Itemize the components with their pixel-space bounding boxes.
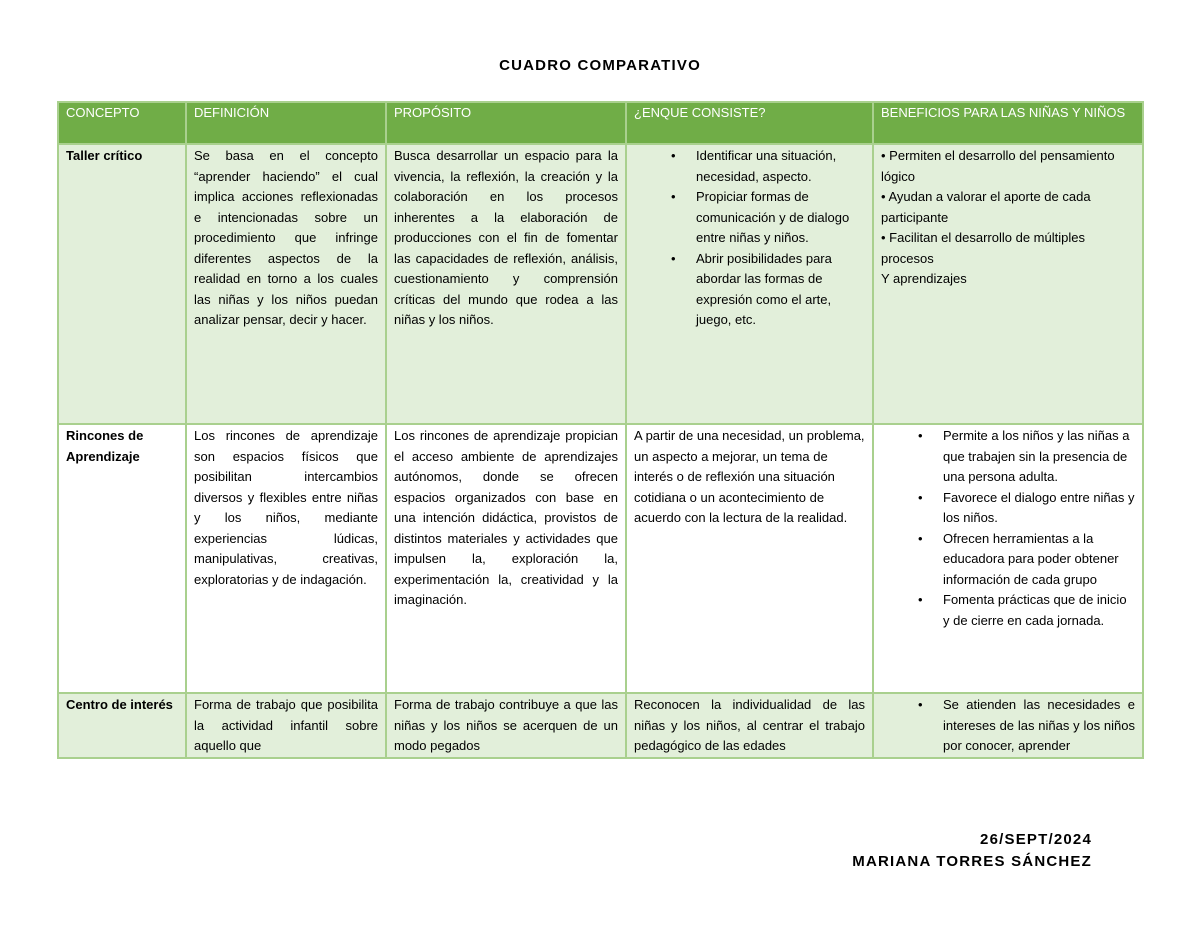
list-item: • Fomenta prácticas que de inicio y de cierre en cada jornada. (943, 590, 1135, 631)
benefits-list (881, 146, 1135, 290)
document-date: 26/SEPT/2024 (980, 831, 1092, 848)
concept-cell: Centro de interés (58, 693, 186, 758)
list-item: • Identificar una situación, necesidad, aspecto. (696, 146, 865, 187)
header-en-que-consiste: ¿ENQUE CONSISTE? (626, 102, 873, 144)
document-title: CUADRO COMPARATIVO (499, 57, 701, 74)
benefits-list (881, 695, 1135, 757)
header-row (58, 102, 1143, 144)
list-item: • Facilitan el desarrollo de múltiples procesos (881, 230, 1085, 266)
list-item: • Favorece el dialogo entre niñas y los niños. (943, 488, 1135, 529)
list-item: • Propiciar formas de comunicación y de dialogo entre niñas y niños. (696, 187, 865, 249)
header-proposito: PROPÓSITO (386, 102, 626, 144)
list-item: • Se atienden las necesidades e intereses de las niñas y los niños por conocer, aprender (943, 695, 1135, 757)
definition-cell: Los rincones de aprendizaje son espacios físicos que posibilitan intercambios diversos y flexibles entre niñas y los niños, mediante experiencias lúdicas, manipulativas, creativas, exploratorias y de indagación. (186, 424, 386, 693)
definition-cell: Forma de trabajo que posibilita la actividad infantil sobre aquello que (186, 693, 386, 758)
list-item: • Abrir posibilidades para abordar las formas de expresión como el arte, juego, etc. (696, 249, 865, 331)
list-item: • Ayudan a valorar el aporte de cada participante (881, 189, 1091, 225)
signature-block (852, 829, 1092, 873)
consists-cell: Reconocen la individualidad de las niñas y los niños, al centrar el trabajo pedagógico de las edades (626, 693, 873, 758)
definition-cell: Se basa en el concepto “aprender haciendo” el cual implica acciones reflexionadas e intencionadas sobre un procedimiento que infringe diferentes aspectos de la realidad en torno a los cuales las niñas y los niños puedan analizar pensar, decir y hacer. (186, 144, 386, 424)
list-item: Y aprendizajes (881, 271, 967, 286)
benefits-cell (873, 693, 1143, 758)
purpose-cell: Los rincones de aprendizaje propician el acceso ambiente de aprendizajes autónomos, donde se ofrecen espacios organizados con base en una intención didáctica, provistos de distintos materiales y actividades que impulsen la, exploración la, experimentación la, creatividad y la imaginación. (386, 424, 626, 693)
header-definicion: DEFINICIÓN (186, 102, 386, 144)
purpose-cell: Forma de trabajo contribuye a que las niñas y los niños se acerquen de un modo pegados (386, 693, 626, 758)
benefits-cell (873, 424, 1143, 693)
list-item: • Permiten el desarrollo del pensamiento lógico (881, 148, 1115, 184)
list-item: • Permite a los niños y las niñas a que trabajen sin la presencia de una persona adulta. (943, 426, 1135, 488)
list-item: • Ofrecen herramientas a la educadora para poder obtener información de cada grupo (943, 529, 1135, 591)
table-row-rincones (58, 424, 1143, 693)
concept-cell: Rincones de Aprendizaje (58, 424, 186, 693)
table-row-taller-critico (58, 144, 1143, 424)
consists-cell: A partir de una necesidad, un problema, un aspecto a mejorar, un tema de interés o de reflexión una situación cotidiana o un acontecimiento de acuerdo con la lectura de la realidad. (626, 424, 873, 693)
consists-cell (626, 144, 873, 424)
comparison-table (57, 101, 1144, 759)
header-concepto: CONCEPTO (58, 102, 186, 144)
consists-list (634, 146, 865, 331)
benefits-cell (873, 144, 1143, 424)
table-row-centro-interes (58, 693, 1143, 758)
header-beneficios: BENEFICIOS PARA LAS NIÑAS Y NIÑOS (873, 102, 1143, 144)
purpose-cell: Busca desarrollar un espacio para la vivencia, la reflexión, la creación y la colaboración en los procesos inherentes a la elaboración de producciones con el fin de fomentar las capacidades de reflexión, análisis, cuestionamiento y comprensión críticas del mundo que rodea a las niñas y los niños. (386, 144, 626, 424)
concept-cell: Taller crítico (58, 144, 186, 424)
author-name: MARIANA TORRES SÁNCHEZ (852, 853, 1092, 870)
benefits-list (881, 426, 1135, 631)
